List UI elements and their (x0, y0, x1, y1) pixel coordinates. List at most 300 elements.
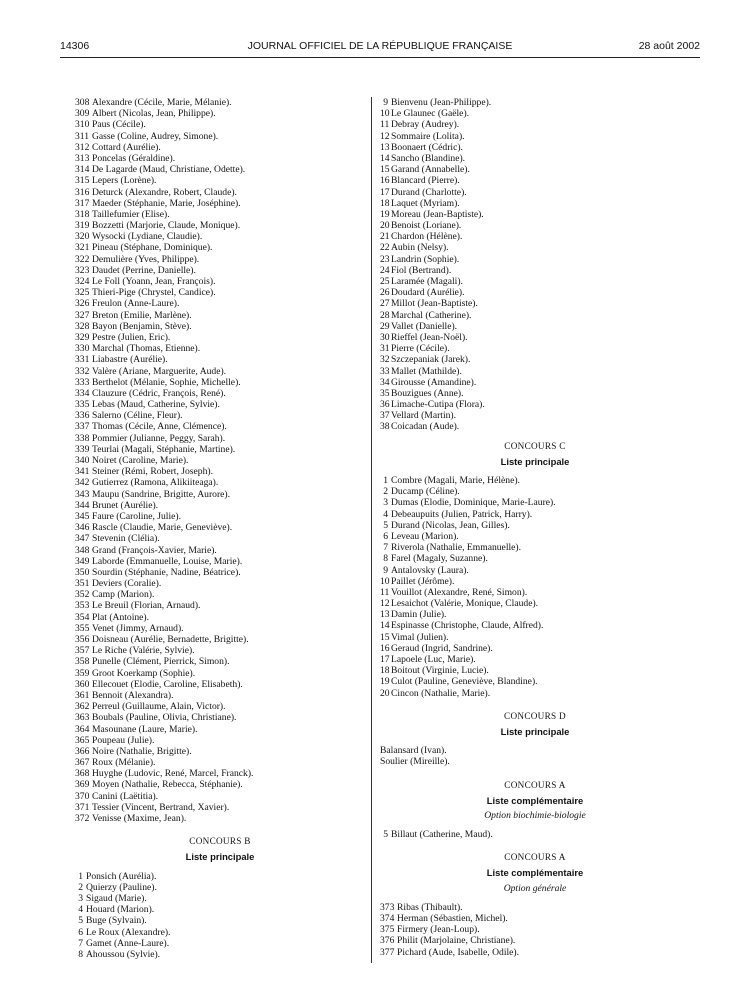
entry-name: Garand (Annabelle). (391, 164, 470, 176)
list-item (380, 654, 690, 665)
entry-rank: 310 (75, 119, 90, 131)
section-title: CONCOURS C (504, 440, 566, 451)
entry-rank: 4 (78, 904, 83, 916)
entry-name: Ellecouet (Elodie, Caroline, Elisabeth). (92, 678, 243, 690)
list-item (380, 198, 690, 209)
entry-rank: 20 (380, 687, 390, 699)
list-item (380, 531, 690, 542)
entry-rank: 32 (380, 354, 390, 366)
list-item (75, 265, 365, 276)
section-subtitle: Liste complémentaire (486, 867, 584, 879)
entry-name: Tessier (Vincent, Bertrand, Xavier). (92, 801, 230, 813)
list-item (380, 254, 690, 265)
entry-rank: 330 (75, 343, 90, 355)
list-item (75, 679, 365, 690)
entry-rank: 323 (75, 264, 90, 276)
entry-name: Perreul (Guillaume, Alain, Victor). (92, 701, 226, 713)
list-item (380, 497, 690, 508)
entry-name: Pestre (Julien, Eric). (92, 331, 171, 343)
list-item (380, 620, 690, 631)
entry-rank: 367 (75, 757, 90, 769)
entry-name: Pierre (Cécile). (391, 343, 450, 355)
entry-rank: 13 (380, 141, 390, 153)
entry-rank: 308 (75, 97, 90, 108)
list-item (75, 511, 365, 522)
entry-rank: 377 (380, 946, 395, 958)
entry-rank: 349 (75, 555, 90, 567)
entry-name: Breton (Emilie, Marlène). (92, 309, 192, 321)
left-column (75, 97, 365, 960)
entry-rank: 23 (380, 253, 390, 265)
list-item (75, 623, 365, 634)
entry-name: Noiret (Caroline, Marie). (92, 455, 189, 466)
list-item (75, 724, 365, 735)
list-item (380, 220, 690, 231)
list-item (380, 935, 690, 946)
entry-rank: 25 (380, 276, 390, 287)
entry-name: Antalovsky (Laura). (391, 564, 469, 576)
entry-rank: 365 (75, 734, 90, 746)
entry-rank: 312 (75, 141, 90, 153)
list-item (380, 520, 690, 531)
section-subtitle: Liste principale (185, 851, 255, 863)
list-item (75, 198, 365, 209)
entry-name: Venisse (Maxime, Jean). (92, 813, 187, 824)
list-item (75, 455, 365, 466)
list-item (75, 600, 365, 611)
entry-rank: 27 (380, 298, 390, 310)
entry-name: Millot (Jean-Baptiste). (391, 298, 478, 310)
list-item (380, 265, 690, 276)
entry-name: Moreau (Jean-Baptiste). (391, 208, 484, 220)
entry-name: Bouzigues (Anne). (391, 387, 464, 399)
entry-name: Le Roux (Alexandre). (86, 926, 171, 938)
spacer (380, 840, 690, 852)
entry-rank: 15 (380, 164, 390, 176)
list-item (75, 893, 365, 904)
entry-name: Gasse (Coline, Audrey, Simone). (92, 130, 219, 142)
entry-name: Firmery (Jean-Loup). (397, 924, 480, 936)
entry-rank: 18 (380, 665, 390, 677)
entry-name: Rascle (Claudie, Marie, Geneviève). (92, 522, 233, 534)
entry-rank: 5 (383, 519, 388, 531)
list-item (75, 298, 365, 309)
entry-name: Geraud (Ingrid, Sandrine). (391, 642, 493, 654)
list-item (75, 276, 365, 287)
entry-name: Deturck (Alexandre, Robert, Claude). (92, 186, 237, 198)
list-item (75, 399, 365, 410)
list-item (380, 598, 690, 609)
entry-name: Billaut (Catherine, Maud). (391, 829, 493, 841)
entry-rank: 318 (75, 208, 90, 220)
entry-rank: 313 (75, 152, 90, 164)
entry-rank: 21 (380, 231, 390, 243)
entry-name: Thieri-Pige (Chrystel, Candice). (92, 287, 216, 299)
entry-rank: 10 (380, 108, 390, 120)
entry-rank: 328 (75, 320, 90, 332)
list-item (380, 399, 690, 410)
section-subtitle: Liste principale (500, 725, 570, 737)
entry-rank: 343 (75, 488, 90, 500)
entry-name: Taillefumier (Elise). (92, 208, 170, 220)
entry-name: De Lagarde (Maud, Christiane, Odette). (92, 164, 246, 176)
entry-rank: 8 (383, 553, 388, 565)
entry-name: Aubin (Nelsy). (391, 242, 449, 254)
section-subtitle: Liste principale (500, 455, 570, 467)
entry-rank: 331 (75, 354, 90, 366)
entry-rank: 20 (380, 220, 390, 232)
entry-rank: 320 (75, 231, 90, 243)
entry-name: Combre (Magali, Marie, Hélène). (391, 475, 520, 486)
entry-rank: 12 (380, 130, 390, 142)
list-item (75, 927, 365, 938)
entry-rank: 368 (75, 768, 90, 780)
list-item (75, 444, 365, 455)
entry-rank: 30 (380, 331, 390, 343)
list-item (75, 231, 365, 242)
entry-name: Marchal (Catherine). (391, 309, 472, 321)
list-item (75, 612, 365, 623)
entry-rank: 340 (75, 455, 90, 466)
entry-rank: 329 (75, 331, 90, 343)
entry-name: Paillet (Jérôme). (391, 575, 455, 587)
entry-name: Albert (Nicolas, Jean, Philippe). (92, 108, 216, 120)
list-item (380, 153, 690, 164)
entry-name: Le Breuil (Florian, Arnaud). (92, 600, 201, 612)
list-item (380, 576, 690, 587)
list-item (75, 410, 365, 421)
entry-rank: 317 (75, 197, 90, 209)
section-subtitle: Liste complémentaire (486, 794, 584, 806)
entry-name: Moyen (Nathalie, Rebecca, Stéphanie). (92, 779, 243, 791)
list-item (75, 466, 365, 477)
entry-name: Culot (Pauline, Geneviève, Blandine). (391, 676, 538, 688)
entry-rank: 15 (380, 631, 390, 643)
entry-rank: 327 (75, 309, 90, 321)
entry-rank: 9 (383, 564, 388, 576)
list-item (380, 676, 690, 687)
page-number: 14306 (60, 40, 90, 52)
entry-rank: 2 (383, 486, 388, 498)
list-item (75, 433, 365, 444)
list-item (75, 310, 365, 321)
entry-rank: 33 (380, 365, 390, 377)
list-item (380, 486, 690, 497)
section-title: CONCOURS A (504, 779, 566, 790)
list-item (75, 735, 365, 746)
list-item (75, 500, 365, 511)
entry-name: Poupeau (Julie). (92, 734, 155, 746)
entry-rank: 342 (75, 477, 90, 489)
entry-rank: 373 (380, 901, 395, 913)
entry-rank: 5 (383, 829, 388, 841)
entry-name: Boitout (Virginie, Lucie). (391, 665, 489, 677)
entry-rank: 9 (383, 97, 388, 108)
entry-name: Houard (Marion). (86, 904, 155, 916)
entry-name: Lesaichot (Valérie, Monique, Claude). (391, 598, 539, 610)
list-item (75, 668, 365, 679)
section-option: Option biochimie-biologie (484, 809, 586, 821)
entry-name: Boubals (Pauline, Olivia, Christiane). (92, 712, 237, 724)
entry-rank: 334 (75, 387, 90, 399)
list-item (75, 242, 365, 253)
entry-rank: 356 (75, 634, 90, 645)
list-item (380, 587, 690, 598)
entry-rank: 344 (75, 499, 90, 511)
list-item (75, 802, 365, 813)
list-item (380, 665, 690, 676)
entry-name: Bayon (Benjamin, Stève). (92, 320, 192, 332)
entry-rank: 19 (380, 676, 390, 688)
list-item (75, 915, 365, 926)
entry-rank: 348 (75, 544, 90, 556)
entry-name: Noire (Nathalie, Brigitte). (92, 745, 192, 757)
entry-rank: 314 (75, 164, 90, 176)
list-item (75, 634, 365, 645)
spacer (75, 863, 365, 871)
list-item (380, 310, 690, 321)
entry-name: Soulier (Mireille). (380, 756, 450, 768)
entry-rank: 371 (75, 801, 90, 813)
entry-rank: 351 (75, 578, 90, 590)
entry-rank: 12 (380, 598, 390, 610)
list-item (75, 746, 365, 757)
list-item (75, 533, 365, 544)
list-item (380, 410, 690, 421)
list-item (75, 938, 365, 949)
list-item (380, 688, 690, 699)
entry-name: Fiol (Bertrand). (391, 264, 452, 276)
entry-rank: 4 (383, 508, 388, 520)
entry-rank: 326 (75, 298, 90, 310)
entry-name: Mallet (Mathilde). (391, 365, 462, 377)
entry-rank: 1 (383, 475, 388, 486)
entry-name: Sancho (Blandine). (391, 152, 466, 164)
list-item (75, 108, 365, 119)
entry-name: Clauzure (Cédric, François, René). (92, 387, 226, 399)
list-item (75, 153, 365, 164)
entry-rank: 358 (75, 656, 90, 668)
entry-name: Poncelas (Géraldine). (92, 152, 176, 164)
entry-name: Camp (Marion). (92, 589, 155, 601)
entry-rank: 322 (75, 253, 90, 265)
entry-rank: 333 (75, 376, 90, 388)
spacer (380, 821, 690, 829)
entry-name: Punelle (Clément, Pierrick, Simon). (92, 656, 230, 668)
entry-name: Pichard (Aude, Isabelle, Odile). (397, 946, 520, 958)
entry-rank: 38 (380, 421, 390, 433)
entry-rank: 29 (380, 320, 390, 332)
entry-name: Thomas (Cécile, Anne, Clémence). (92, 421, 227, 433)
list-item (75, 567, 365, 578)
entry-rank: 309 (75, 108, 90, 120)
entry-rank: 374 (380, 913, 395, 924)
entry-rank: 10 (380, 575, 390, 587)
entry-name: Brunet (Aurélie). (92, 499, 159, 511)
entry-name: Benoist (Loriane). (391, 220, 462, 232)
entry-name: Lepers (Lorène). (92, 175, 157, 187)
list-item (75, 332, 365, 343)
list-item (75, 97, 365, 108)
entry-name: Quierzy (Pauline). (86, 881, 157, 893)
list-item (75, 645, 365, 656)
entry-rank: 17 (380, 654, 390, 665)
entry-name: Girousse (Amandine). (391, 376, 477, 388)
entry-rank: 370 (75, 790, 90, 802)
entry-rank: 324 (75, 276, 90, 287)
publication-date: 28 août 2002 (638, 40, 700, 52)
entry-rank: 361 (75, 689, 90, 701)
entry-name: Paus (Cécile). (92, 119, 146, 131)
entry-rank: 17 (380, 186, 390, 198)
entry-name: Le Glaunec (Gaële). (391, 108, 470, 120)
header-rule (60, 57, 700, 58)
list-item (380, 298, 690, 309)
entry-rank: 24 (380, 264, 390, 276)
entry-name: Debeaupuits (Julien, Patrick, Harry). (391, 508, 533, 520)
entry-name: Berthelot (Mélanie, Sophie, Michelle). (92, 376, 241, 388)
list-item (75, 701, 365, 712)
entry-rank: 13 (380, 609, 390, 621)
entry-name: Deviers (Coralie). (92, 578, 162, 590)
entry-name: Lapoele (Luc, Marie). (391, 654, 476, 665)
entry-name: Canini (Laëtitia). (92, 790, 159, 802)
entry-rank: 319 (75, 220, 90, 232)
entry-name: Doisneau (Aurélie, Bernadette, Brigitte). (92, 634, 249, 645)
entry-rank: 14 (380, 152, 390, 164)
entry-name: Cottard (Aurélie). (92, 141, 161, 153)
entry-name: Pommier (Julianne, Peggy, Sarah). (92, 432, 226, 444)
entry-name: Dumas (Elodie, Dominique, Marie-Laure). (391, 497, 556, 509)
list-item (380, 242, 690, 253)
entry-name: Venet (Jimmy, Arnaud). (92, 622, 184, 634)
entry-rank: 2 (78, 881, 83, 893)
entry-name: Daudet (Perrine, Danielle). (92, 264, 196, 276)
entry-rank: 28 (380, 309, 390, 321)
entry-name: Pineau (Stéphane, Dominique). (92, 242, 213, 254)
entry-name: Sigaud (Marie). (86, 892, 147, 904)
list-item (380, 187, 690, 198)
list-item (75, 187, 365, 198)
entry-name: Le Riche (Valérie, Sylvie). (92, 645, 195, 657)
entry-name: Ahoussou (Sylvie). (86, 948, 161, 960)
section-title: CONCOURS D (504, 710, 566, 721)
list-item (380, 343, 690, 354)
list-item (380, 119, 690, 130)
entry-rank: 315 (75, 175, 90, 187)
entry-rank: 5 (78, 915, 83, 927)
entry-name: Demulière (Yves, Philippe). (92, 253, 200, 265)
entry-rank: 7 (383, 542, 388, 554)
list-item (380, 609, 690, 620)
list-item (75, 656, 365, 667)
entry-rank: 19 (380, 208, 390, 220)
entry-name: Valère (Ariane, Marguerite, Aude). (92, 365, 227, 377)
entry-rank: 346 (75, 522, 90, 534)
list-item (75, 556, 365, 567)
page-header (60, 40, 700, 54)
entry-rank: 14 (380, 620, 390, 632)
section-title: CONCOURS B (189, 836, 251, 847)
entry-rank: 37 (380, 410, 390, 422)
list-item (380, 377, 690, 388)
entry-rank: 363 (75, 712, 90, 724)
entry-name: Chardon (Hélène). (391, 231, 463, 243)
list-item (380, 475, 690, 486)
entry-rank: 355 (75, 622, 90, 634)
entry-name: Stevenin (Clélia). (92, 533, 160, 545)
entry-name: Debray (Audrey). (391, 119, 460, 131)
list-item (75, 522, 365, 533)
entry-rank: 376 (380, 935, 395, 947)
entry-name: Vallet (Danielle). (391, 320, 458, 332)
entry-name: Maupu (Sandrine, Brigitte, Aurore). (92, 488, 231, 500)
entry-name: Grand (François-Xavier, Marie). (92, 544, 217, 556)
list-item (75, 175, 365, 186)
entry-rank: 375 (380, 924, 395, 936)
entry-name: Durand (Charlotte). (391, 186, 467, 198)
entry-name: Groot Koerkamp (Sophie). (92, 667, 196, 679)
section-title: CONCOURS A (504, 852, 566, 863)
entry-name: Maeder (Stéphanie, Marie, Joséphine). (92, 197, 241, 209)
entry-name: Buge (Sylvain). (86, 915, 147, 927)
entry-rank: 341 (75, 466, 90, 478)
entry-rank: 36 (380, 399, 390, 411)
list-item (380, 553, 690, 564)
list-item (75, 321, 365, 332)
entry-name: Gamet (Anne-Laure). (86, 937, 170, 949)
list-item (380, 108, 690, 119)
entry-rank: 336 (75, 410, 90, 422)
list-item (75, 589, 365, 600)
list-item (75, 871, 365, 882)
list-item (75, 813, 365, 824)
list-item (380, 366, 690, 377)
entry-rank: 311 (75, 130, 90, 142)
list-item (380, 913, 690, 924)
entry-name: Cincon (Nathalie, Marie). (391, 687, 491, 699)
entry-name: Doudard (Aurélie). (391, 287, 465, 299)
entry-name: Coicadan (Aude). (391, 421, 460, 433)
entry-rank: 316 (75, 186, 90, 198)
spacer (380, 467, 690, 475)
entry-name: Bienvenu (Jean-Philippe). (391, 97, 492, 108)
section-option: Option générale (503, 882, 567, 894)
list-item (380, 321, 690, 332)
entry-rank: 360 (75, 678, 90, 690)
entry-name: Rieffel (Jean-Noël). (391, 331, 468, 343)
list-item (380, 745, 690, 756)
list-item (380, 947, 690, 958)
list-item (75, 791, 365, 802)
entry-rank: 321 (75, 242, 90, 254)
entry-name: Szczepaniak (Jarek). (391, 354, 471, 366)
list-item (75, 545, 365, 556)
entry-name: Plat (Antoine). (92, 611, 150, 623)
list-item (75, 254, 365, 265)
entry-rank: 16 (380, 642, 390, 654)
list-item (380, 332, 690, 343)
journal-title: JOURNAL OFFICIEL DE LA RÉPUBLIQUE FRANÇAISE (247, 40, 513, 52)
entry-rank: 16 (380, 175, 390, 187)
entry-rank: 345 (75, 510, 90, 522)
entry-name: Ducamp (Céline). (391, 486, 460, 498)
entry-rank: 3 (78, 892, 83, 904)
entry-rank: 35 (380, 387, 390, 399)
entry-rank: 11 (380, 119, 390, 131)
entry-rank: 350 (75, 566, 90, 578)
list-item (75, 119, 365, 130)
